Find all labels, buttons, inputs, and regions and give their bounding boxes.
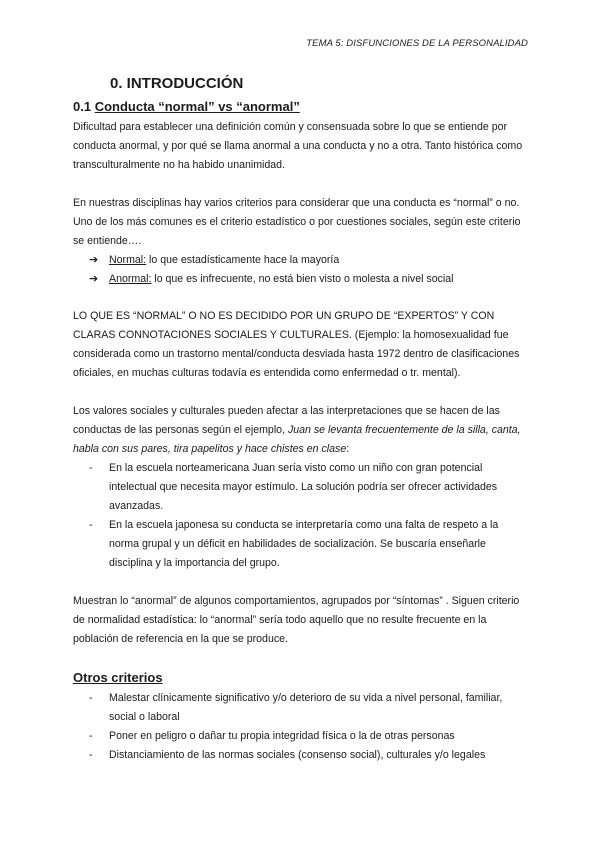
example-text: En la escuela japonesa su conducta se interpretaría como una falta de respeto a la norma grupal y un déficit en habilidades de socialización. Se buscaría enseñarle disciplina y la importancia del grupo. xyxy=(109,519,499,569)
bullet-dash: - xyxy=(89,730,93,742)
bullet-dash: - xyxy=(89,519,93,531)
arrow-icon: ➔ xyxy=(89,254,99,266)
page-content xyxy=(73,72,529,765)
criterion-text: Distanciamiento de las normas sociales (consenso social), culturales y/o legales xyxy=(109,749,486,761)
list-item-normal xyxy=(89,251,529,270)
paragraph-valores-text: Los valores sociales y culturales pueden afectar a las interpretaciones que se hacen de las conductas de las personas según el ejemplo, xyxy=(73,405,500,436)
running-header: TEMA 5: DISFUNCIONES DE LA PERSONALIDAD xyxy=(306,38,528,49)
criteria-list xyxy=(73,689,529,765)
bullet-dash: - xyxy=(89,692,93,704)
paragraph-valores xyxy=(73,402,529,459)
arrow-icon: ➔ xyxy=(89,273,99,285)
list-item-malestar xyxy=(89,689,529,727)
paragraph-expertos: LO QUE ES “NORMAL” O NO ES DECIDIDO POR UN GRUPO DE “EXPERTOS” Y CON CLARAS CONNOTACIONES SOCIALES Y CULTURALES. (Ejemplo: la homosexualidad fue considerada como un trastorno mental/conducta desviada hasta 1972 dentro de clasificaciones oficiales, en muchas culturas todavía es entendida como enfermedad o tr. mental). xyxy=(73,310,520,379)
section-heading-otros-criterios: Otros criterios xyxy=(73,670,163,685)
subsection-number: 0.1 xyxy=(73,99,95,114)
paragraph-valores-example: Juan se levanta frecuentemente de la silla, canta, habla con sus pares, tira papelitos y hace chistes en clase xyxy=(73,424,521,455)
example-list xyxy=(73,459,529,573)
definition-list xyxy=(73,251,529,289)
bullet-dash: - xyxy=(89,462,93,474)
list-item-peligro xyxy=(89,727,529,746)
bullet-dash: - xyxy=(89,749,93,761)
list-item-anormal xyxy=(89,270,529,289)
list-item-norteamericana xyxy=(89,459,529,516)
criterion-text: Malestar clínicamente significativo y/o deterioro de su vida a nivel personal, familiar, social o laboral xyxy=(109,692,503,723)
definition-normal: lo que estadísticamente hace la mayoría xyxy=(146,254,340,266)
definition-anormal: lo que es infrecuente, no está bien visto o molesta a nivel social xyxy=(151,273,454,285)
paragraph-sintomas: Muestran lo “anormal” de algunos comportamientos, agrupados por “síntomas” . Siguen criterio de normalidad estadística: lo “anormal” sería todo aquello que no resulte frecuente en la población de referencia en la que se produce. xyxy=(73,595,520,645)
list-item-japonesa xyxy=(89,516,529,573)
paragraph-valores-end: : xyxy=(346,443,350,455)
paragraph-definicion: Dificultad para establecer una definición común y consensuada sobre lo que se entiende por conducta anormal, y por qué se llama anormal a una conducta y no a otra. Tanto histórica como transculturalmente no ha habido unanimidad. xyxy=(73,121,523,171)
criterion-text: Poner en peligro o dañar tu propia integridad física o la de otras personas xyxy=(109,730,455,742)
term-anormal: Anormal: xyxy=(109,273,152,285)
paragraph-criterios: En nuestras disciplinas hay varios criterios para considerar que una conducta es “normal” o no. Uno de los más comunes es el criterio estadístico o por cuestiones sociales, según este criterio se entiende…. xyxy=(73,197,521,247)
example-text: En la escuela norteamericana Juan sería visto como un niño con gran potencial intelectual que necesita mayor estímulo. La solución podría ser ofrecer actividades avanzadas. xyxy=(109,462,498,512)
section-heading-introduccion: 0. INTRODUCCIÓN xyxy=(110,75,244,92)
term-normal: Normal: xyxy=(109,254,147,266)
list-item-distanciamiento xyxy=(89,746,529,765)
subsection-heading-conducta xyxy=(73,96,529,118)
subsection-title: Conducta “normal” vs “anormal” xyxy=(94,99,300,114)
